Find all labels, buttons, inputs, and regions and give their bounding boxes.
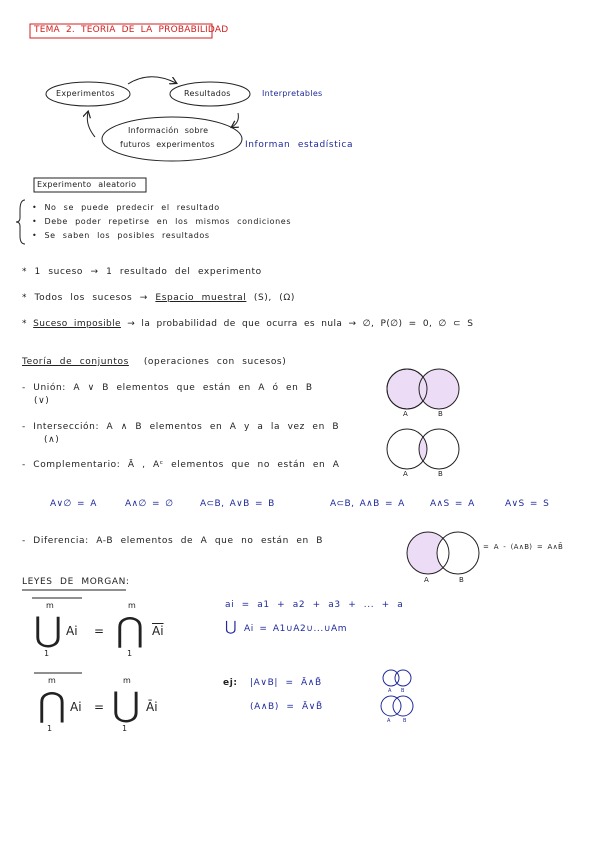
label-interpretables: Interpretables bbox=[262, 89, 323, 98]
arrow-icon bbox=[87, 112, 95, 137]
term: Espacio muestral bbox=[155, 293, 247, 303]
label-b: B bbox=[459, 576, 465, 584]
diferencia-formula: = A - (A∧B) = A∧B̄ bbox=[483, 543, 564, 551]
venn-small-1 bbox=[383, 670, 411, 686]
identity: A∨S = S bbox=[505, 499, 550, 509]
union-icon: ⋃ bbox=[225, 619, 237, 635]
label-b: B bbox=[438, 410, 444, 418]
lhs: Ai bbox=[70, 700, 82, 714]
brace bbox=[16, 200, 25, 244]
equals: = bbox=[94, 700, 105, 714]
identity: A∨∅ = A bbox=[50, 499, 97, 509]
text: → la probabilidad de que ocurra es nula → ∅, P(∅) = 0, ∅ ⊂ S bbox=[127, 319, 474, 329]
note: Ai = A1∪A2∪...∪Am bbox=[244, 624, 348, 634]
union-operator: ⋃ bbox=[112, 685, 140, 725]
text: * Todos los sucesos → bbox=[22, 293, 148, 303]
label-a: A bbox=[403, 470, 409, 478]
node-resultados: Resultados bbox=[184, 89, 231, 98]
union-operator: ⋃ bbox=[34, 610, 62, 650]
intersection-operator: ⋂ bbox=[38, 685, 66, 725]
rhs: Āi bbox=[146, 700, 158, 714]
lower-index: 1 bbox=[122, 724, 128, 733]
node-informacion: futuros experimentos bbox=[120, 140, 215, 149]
suceso-line: * 1 suceso → 1 resultado del experimento bbox=[22, 267, 262, 277]
complementario-line: - Complementario: Ā , Aᶜ elementos que no están en A bbox=[22, 460, 340, 470]
label-a: A bbox=[403, 410, 409, 418]
ellipse-informacion bbox=[102, 117, 242, 161]
union-symbol: (∨) bbox=[34, 396, 50, 406]
label-a: A bbox=[388, 688, 392, 694]
heading-experimento-aleatorio: Experimento aleatorio bbox=[37, 180, 137, 189]
upper-index: m bbox=[128, 601, 136, 610]
intersection-operator: ⋂ bbox=[116, 610, 144, 650]
label-a: A bbox=[424, 576, 430, 584]
page-title: TEMA 2. TEORÍA DE LA PROBABILIDAD bbox=[34, 25, 229, 35]
text: (S), (Ω) bbox=[253, 293, 296, 303]
identity: A⊂B, A∧B = A bbox=[330, 499, 405, 509]
lower-index: 1 bbox=[44, 649, 50, 658]
text: (operaciones con sucesos) bbox=[143, 357, 287, 367]
arrow-icon bbox=[232, 113, 238, 127]
lower-index: 1 bbox=[47, 724, 53, 733]
identity: A∧∅ = ∅ bbox=[125, 499, 174, 509]
note: ai = a1 + a2 + a3 + ... + a bbox=[225, 600, 404, 610]
label-b: B bbox=[403, 718, 407, 724]
venn-intersection bbox=[387, 429, 459, 469]
rhs: $\overline{Ai}$ bbox=[152, 624, 164, 638]
upper-index: m bbox=[48, 676, 56, 685]
lower-index: 1 bbox=[127, 649, 133, 658]
label-b: B bbox=[401, 688, 405, 694]
label-a: A bbox=[387, 718, 391, 724]
arrow-icon bbox=[128, 77, 176, 84]
node-experimentos: Experimentos bbox=[56, 89, 115, 98]
term: Suceso imposible bbox=[33, 319, 121, 329]
text: * bbox=[22, 319, 27, 329]
equals: = bbox=[94, 624, 105, 638]
example: |A∨B| = Ā∧B̄ bbox=[250, 678, 322, 688]
example: (A∧B) = Ā∨B̄ bbox=[250, 702, 323, 712]
suceso-line bbox=[22, 293, 295, 304]
heading-conjuntos bbox=[22, 357, 286, 368]
lhs: Ai bbox=[66, 624, 78, 638]
node-informacion: Información sobre bbox=[128, 126, 209, 135]
list-item: • Debe poder repetirse en los mismos condiciones bbox=[32, 217, 292, 226]
identity: A⊂B, A∨B = B bbox=[200, 499, 275, 509]
interseccion-symbol: (∧) bbox=[44, 435, 60, 445]
label-b: B bbox=[438, 470, 444, 478]
venn-small-2 bbox=[381, 696, 413, 716]
example-label: ej: bbox=[223, 678, 238, 688]
label-informan: Informan estadística bbox=[245, 140, 354, 150]
upper-index: m bbox=[46, 601, 54, 610]
interseccion-line: - Intersección: A ∧ B elementos en A y a la vez en B bbox=[22, 422, 340, 432]
text: Teoría de conjuntos bbox=[22, 357, 129, 367]
upper-index: m bbox=[123, 676, 131, 685]
diferencia-line: - Diferencia: A-B elementos de A que no están en B bbox=[22, 536, 324, 546]
list-item: • Se saben los posibles resultados bbox=[32, 231, 210, 240]
identity: A∧S = A bbox=[430, 499, 475, 509]
suceso-line bbox=[22, 319, 473, 330]
venn-difference bbox=[407, 532, 479, 574]
list-item: • No se puede predecir el resultado bbox=[32, 203, 220, 212]
heading-morgan: LEYES DE MORGAN: bbox=[22, 577, 130, 587]
venn-union bbox=[387, 369, 459, 409]
union-line: - Unión: A ∨ B elementos que están en A ó en B bbox=[22, 383, 313, 393]
